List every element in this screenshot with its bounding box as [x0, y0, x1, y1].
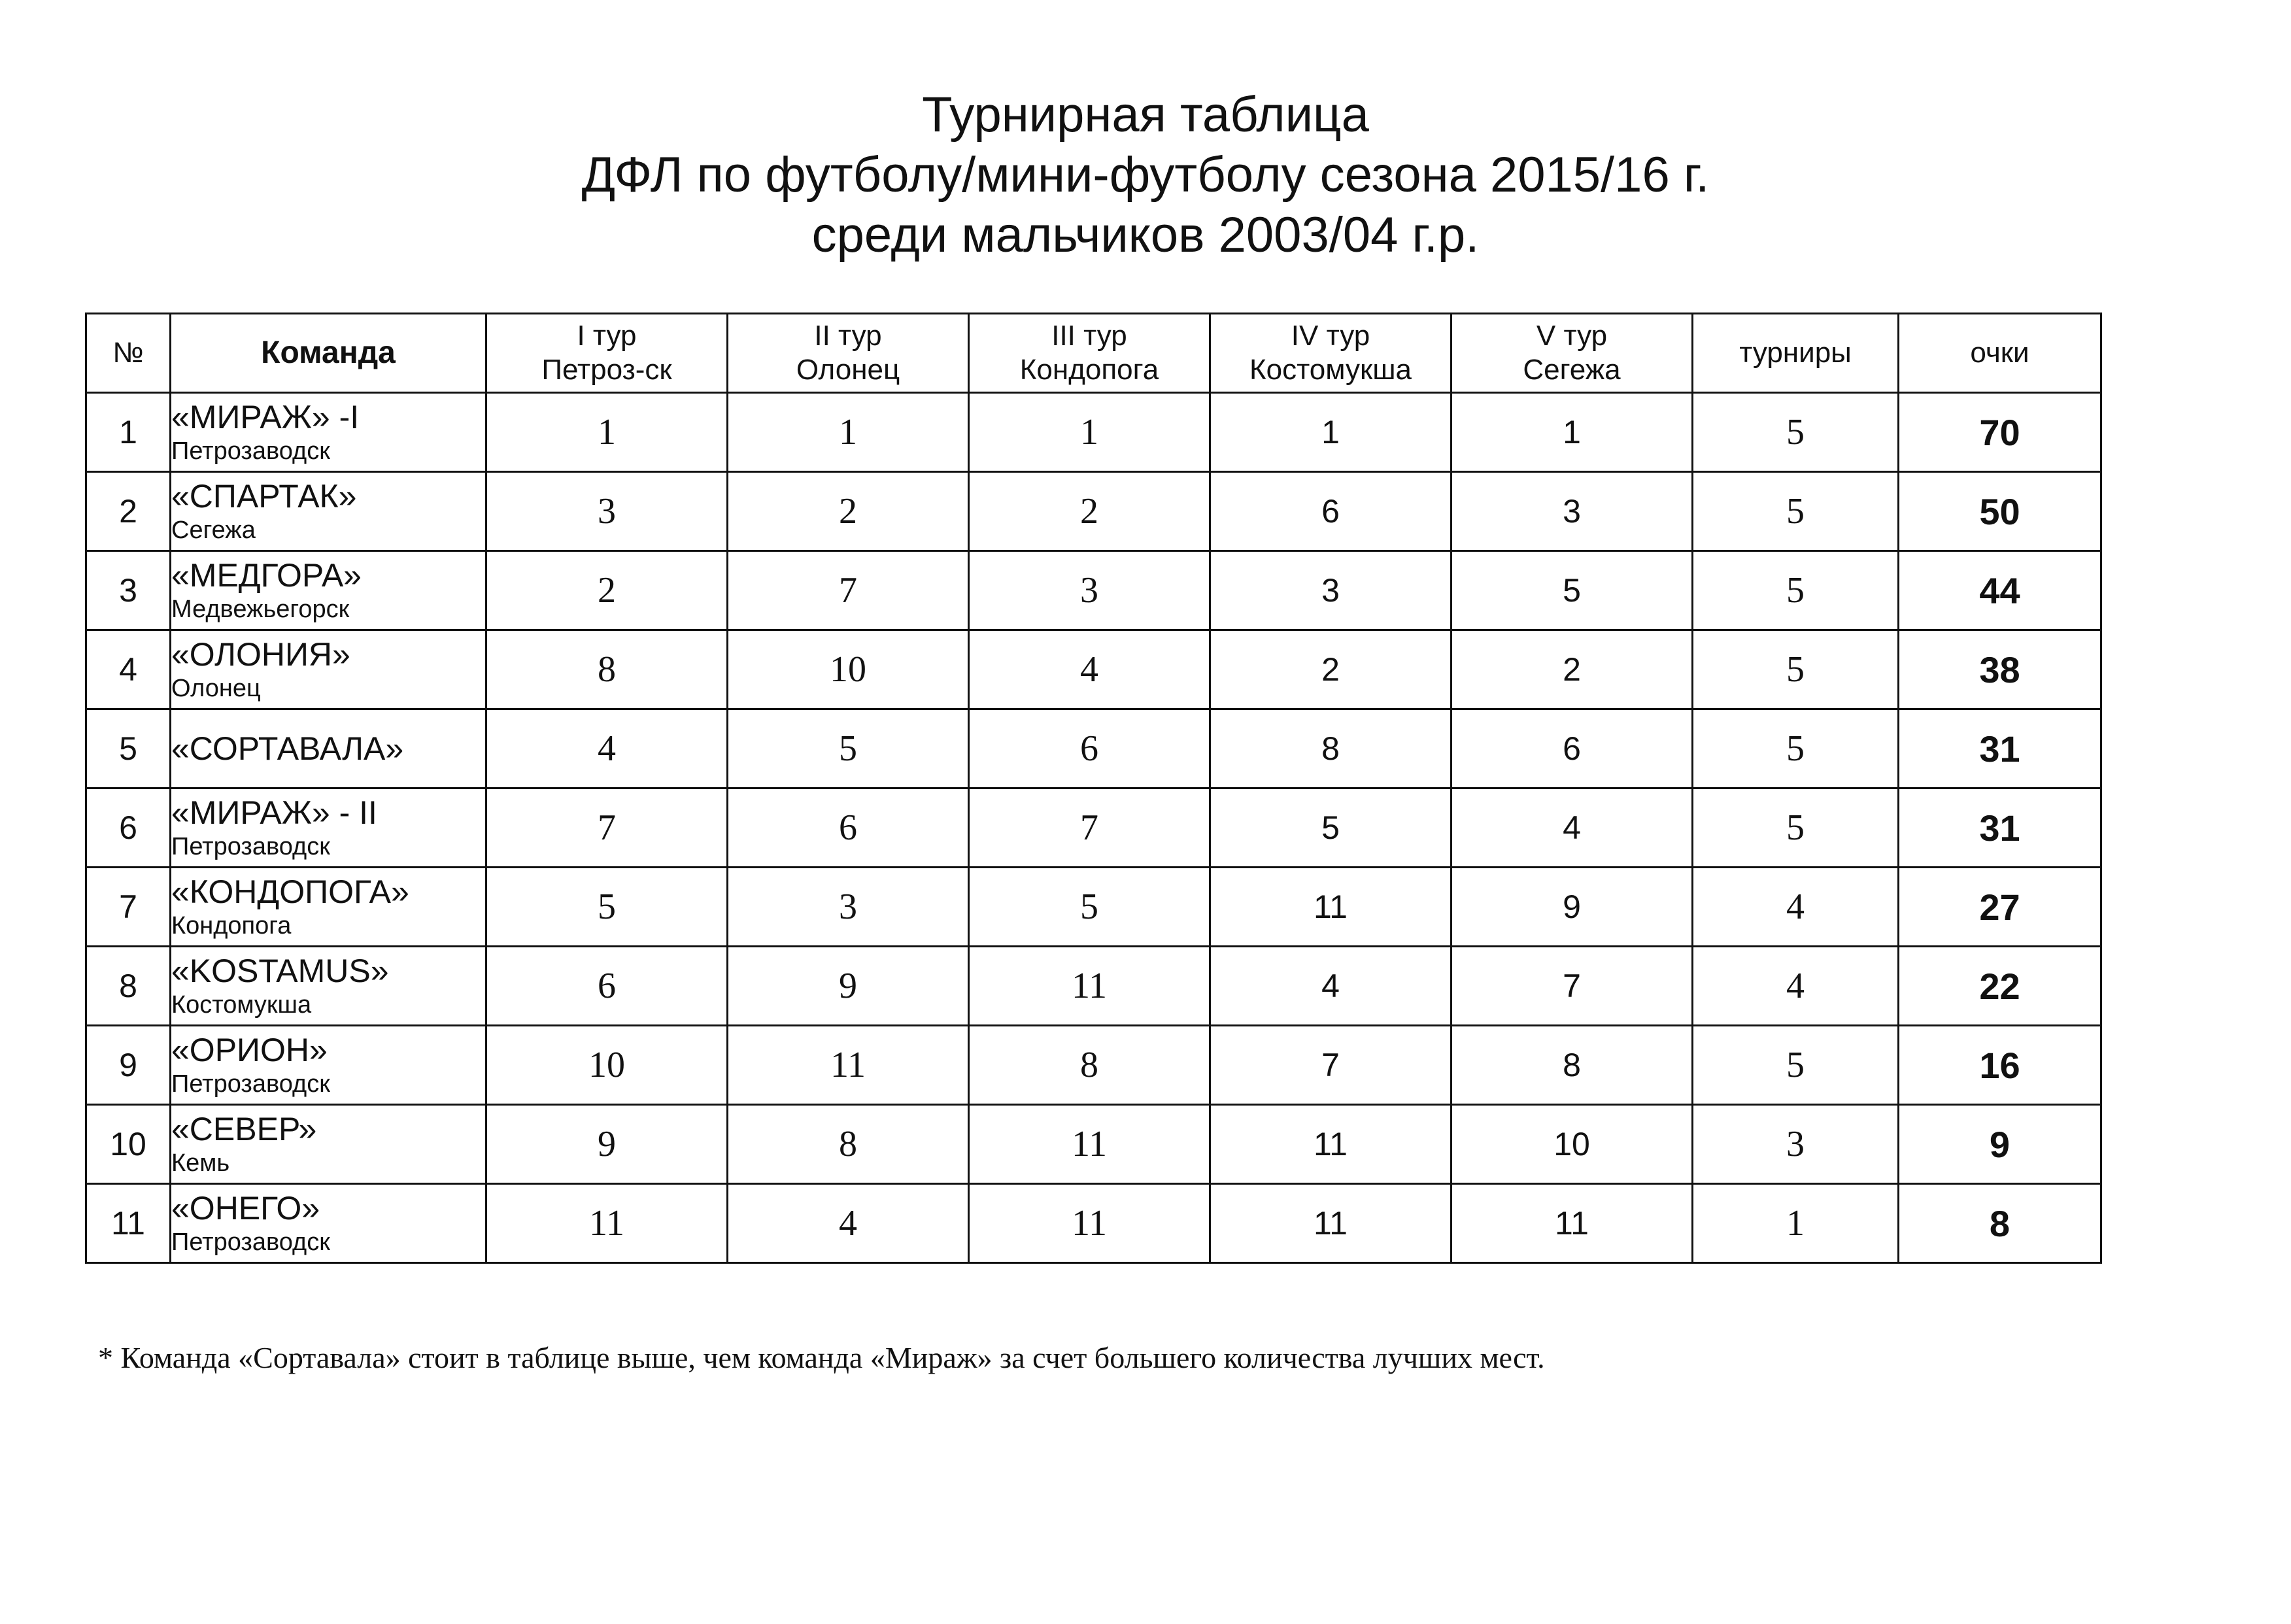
place-tour-3: 5 — [969, 868, 1210, 947]
header-row — [86, 314, 2101, 393]
place-tour-1: 2 — [486, 551, 728, 630]
header-tour-5-city: Сегежа — [1523, 354, 1621, 386]
row-num: 10 — [86, 1105, 171, 1184]
team-name: «ОНЕГО» — [171, 1190, 320, 1226]
document-title — [0, 85, 2291, 265]
place-tour-4: 6 — [1210, 472, 1451, 551]
tournaments-count: 4 — [1693, 868, 1899, 947]
table-row — [86, 788, 2101, 868]
place-tour-3: 8 — [969, 1026, 1210, 1105]
place-tour-3: 4 — [969, 630, 1210, 709]
table-row — [86, 709, 2101, 788]
place-tour-3: 7 — [969, 788, 1210, 868]
place-tour-2: 2 — [728, 472, 969, 551]
header-team: Команда — [171, 314, 486, 393]
team-city: Сегежа — [171, 516, 256, 544]
team-cell — [171, 788, 486, 868]
place-tour-4: 3 — [1210, 551, 1451, 630]
title-line-2: ДФЛ по футболу/мини-футболу сезона 2015/16 г. — [581, 147, 1710, 203]
row-num: 3 — [86, 551, 171, 630]
place-tour-5: 6 — [1451, 709, 1693, 788]
team-city: Петрозаводск — [171, 437, 330, 465]
points-total: 31 — [1899, 709, 2101, 788]
table-row — [86, 472, 2101, 551]
header-tour-4-label: IV тур — [1291, 320, 1370, 352]
place-tour-1: 1 — [486, 393, 728, 472]
header-tour-2-city: Олонец — [796, 354, 900, 386]
row-num: 6 — [86, 788, 171, 868]
place-tour-1: 6 — [486, 947, 728, 1026]
tournaments-count: 1 — [1693, 1184, 1899, 1263]
row-num: 5 — [86, 709, 171, 788]
team-cell — [171, 947, 486, 1026]
place-tour-5: 9 — [1451, 868, 1693, 947]
points-total: 9 — [1899, 1105, 2101, 1184]
team-city: Петрозаводск — [171, 1228, 330, 1256]
header-tour-1 — [486, 314, 728, 393]
place-tour-4: 8 — [1210, 709, 1451, 788]
place-tour-2: 4 — [728, 1184, 969, 1263]
tournaments-count: 5 — [1693, 1026, 1899, 1105]
header-tour-5-label: V тур — [1536, 320, 1608, 352]
row-num: 1 — [86, 393, 171, 472]
team-name: «МИРАЖ» - II — [171, 794, 377, 831]
table-row — [86, 1026, 2101, 1105]
team-city: Кондопога — [171, 912, 292, 939]
header-tour-1-label: I тур — [577, 320, 637, 352]
place-tour-5: 11 — [1451, 1184, 1693, 1263]
place-tour-1: 3 — [486, 472, 728, 551]
points-total: 31 — [1899, 788, 2101, 868]
footnote: * Команда «Сортавала» стоит в таблице выше, чем команда «Мираж» за счет большего количества лучших мест. — [98, 1341, 1545, 1374]
table-row — [86, 868, 2101, 947]
team-cell — [171, 868, 486, 947]
place-tour-2: 10 — [728, 630, 969, 709]
place-tour-3: 11 — [969, 1105, 1210, 1184]
place-tour-3: 1 — [969, 393, 1210, 472]
team-cell — [171, 709, 486, 788]
place-tour-4: 1 — [1210, 393, 1451, 472]
row-num: 4 — [86, 630, 171, 709]
tournaments-count: 5 — [1693, 709, 1899, 788]
table-row — [86, 393, 2101, 472]
place-tour-2: 7 — [728, 551, 969, 630]
header-tour-3 — [969, 314, 1210, 393]
tournaments-count: 5 — [1693, 551, 1899, 630]
place-tour-1: 4 — [486, 709, 728, 788]
team-name: «KOSTAMUS» — [171, 953, 389, 989]
place-tour-5: 10 — [1451, 1105, 1693, 1184]
team-name: «МЕДГОРА» — [171, 557, 362, 594]
place-tour-4: 4 — [1210, 947, 1451, 1026]
place-tour-4: 11 — [1210, 1184, 1451, 1263]
header-tour-5 — [1451, 314, 1693, 393]
place-tour-4: 7 — [1210, 1026, 1451, 1105]
title-line-3: среди мальчиков 2003/04 г.р. — [811, 207, 1480, 263]
place-tour-5: 1 — [1451, 393, 1693, 472]
place-tour-2: 6 — [728, 788, 969, 868]
place-tour-2: 8 — [728, 1105, 969, 1184]
points-total: 22 — [1899, 947, 2101, 1026]
standings-table — [85, 313, 2102, 1264]
team-cell — [171, 1105, 486, 1184]
row-num: 7 — [86, 868, 171, 947]
place-tour-3: 3 — [969, 551, 1210, 630]
row-num: 9 — [86, 1026, 171, 1105]
points-total: 44 — [1899, 551, 2101, 630]
tournaments-count: 5 — [1693, 393, 1899, 472]
points-total: 70 — [1899, 393, 2101, 472]
place-tour-1: 5 — [486, 868, 728, 947]
tournaments-count: 4 — [1693, 947, 1899, 1026]
header-tour-3-city: Кондопога — [1019, 354, 1159, 386]
header-points: очки — [1899, 314, 2101, 393]
place-tour-3: 6 — [969, 709, 1210, 788]
team-cell — [171, 393, 486, 472]
place-tour-4: 11 — [1210, 1105, 1451, 1184]
points-total: 27 — [1899, 868, 2101, 947]
place-tour-2: 3 — [728, 868, 969, 947]
team-name: «ОРИОН» — [171, 1032, 328, 1068]
header-tour-2 — [728, 314, 969, 393]
header-tour-3-label: III тур — [1051, 320, 1127, 352]
team-city: Костомукша — [171, 991, 312, 1019]
place-tour-3: 11 — [969, 947, 1210, 1026]
table-row — [86, 947, 2101, 1026]
team-cell — [171, 630, 486, 709]
team-name: «СПАРТАК» — [171, 478, 357, 515]
team-city: Олонец — [171, 675, 261, 702]
table-row — [86, 630, 2101, 709]
place-tour-5: 5 — [1451, 551, 1693, 630]
table-row — [86, 1105, 2101, 1184]
place-tour-3: 2 — [969, 472, 1210, 551]
team-name: «ОЛОНИЯ» — [171, 636, 350, 673]
row-num: 11 — [86, 1184, 171, 1263]
place-tour-5: 2 — [1451, 630, 1693, 709]
team-city: Медвежьегорск — [171, 596, 350, 623]
team-cell — [171, 1184, 486, 1263]
tournaments-count: 5 — [1693, 630, 1899, 709]
points-total: 38 — [1899, 630, 2101, 709]
team-cell — [171, 1026, 486, 1105]
team-city: Петрозаводск — [171, 1070, 330, 1098]
place-tour-2: 1 — [728, 393, 969, 472]
place-tour-5: 7 — [1451, 947, 1693, 1026]
place-tour-1: 7 — [486, 788, 728, 868]
row-num: 8 — [86, 947, 171, 1026]
place-tour-5: 3 — [1451, 472, 1693, 551]
header-tour-2-label: II тур — [814, 320, 882, 352]
header-tour-1-city: Петроз-ск — [541, 354, 672, 386]
row-num: 2 — [86, 472, 171, 551]
place-tour-1: 11 — [486, 1184, 728, 1263]
team-cell — [171, 551, 486, 630]
tournaments-count: 5 — [1693, 472, 1899, 551]
header-tour-4 — [1210, 314, 1451, 393]
tournaments-count: 5 — [1693, 788, 1899, 868]
place-tour-3: 11 — [969, 1184, 1210, 1263]
points-total: 8 — [1899, 1184, 2101, 1263]
table-row — [86, 1184, 2101, 1263]
points-total: 16 — [1899, 1026, 2101, 1105]
team-name: «КОНДОПОГА» — [171, 873, 409, 910]
team-cell — [171, 472, 486, 551]
place-tour-2: 5 — [728, 709, 969, 788]
place-tour-2: 11 — [728, 1026, 969, 1105]
place-tour-4: 5 — [1210, 788, 1451, 868]
place-tour-2: 9 — [728, 947, 969, 1026]
points-total: 50 — [1899, 472, 2101, 551]
place-tour-1: 10 — [486, 1026, 728, 1105]
team-name: «СЕВЕР» — [171, 1111, 317, 1147]
team-city: Петрозаводск — [171, 833, 330, 860]
team-city: Кемь — [171, 1149, 230, 1177]
table-row — [86, 551, 2101, 630]
place-tour-4: 2 — [1210, 630, 1451, 709]
title-line-1: Турнирная таблица — [922, 87, 1369, 143]
header-tour-4-city: Костомукша — [1249, 354, 1412, 386]
place-tour-1: 8 — [486, 630, 728, 709]
team-name: «СОРТАВАЛА» — [171, 730, 404, 767]
team-name: «МИРАЖ» -I — [171, 399, 360, 435]
header-tournaments: турниры — [1693, 314, 1899, 393]
place-tour-4: 11 — [1210, 868, 1451, 947]
tournaments-count: 3 — [1693, 1105, 1899, 1184]
place-tour-5: 8 — [1451, 1026, 1693, 1105]
header-num: № — [86, 314, 171, 393]
place-tour-5: 4 — [1451, 788, 1693, 868]
place-tour-1: 9 — [486, 1105, 728, 1184]
